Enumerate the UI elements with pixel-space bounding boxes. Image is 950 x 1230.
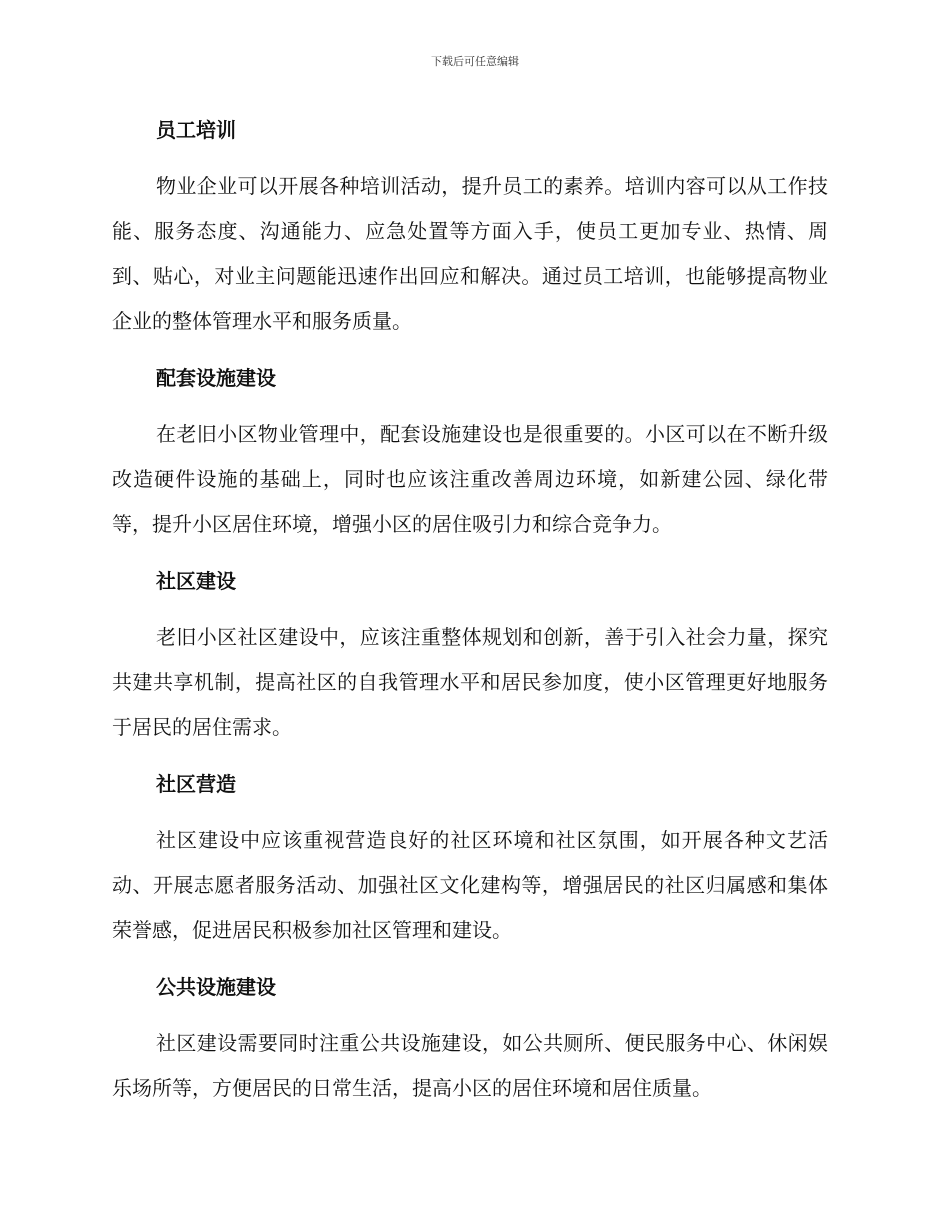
section-community-construction [112,559,828,750]
page-header: 下载后可任意编辑 [431,55,519,68]
section-paragraph: 在老旧小区物业管理中，配套设施建设也是很重要的。小区可以在不断升级改造硬件设施的基础上，同时也应该注重改善周边环境，如新建公园、绿化带等，提升小区居住环境，增强小区的居住吸引力和综合竞争力。 [112,422,828,536]
section-heading: 公共设施建设 [156,975,276,999]
section-heading: 社区营造 [156,772,236,796]
section-heading: 社区建设 [156,569,236,593]
section-public-facilities [112,965,828,1111]
section-community-building [112,762,828,953]
section-paragraph: 物业企业可以开展各种培训活动，提升员工的素养。培训内容可以从工作技能、服务态度、沟通能力、应急处置等方面入手，使员工更加专业、热情、周到、贴心，对业主问题能迅速作出回应和解决。通过员工培训，也能够提高物业企业的整体管理水平和服务质量。 [112,174,828,333]
section-paragraph: 老旧小区社区建设中，应该注重整体规划和创新，善于引入社会力量，探究共建共享机制，提高社区的自我管理水平和居民参加度，使小区管理更好地服务于居民的居住需求。 [112,625,828,739]
document-body [112,108,828,1123]
section-facility-construction [112,356,828,547]
section-heading: 员工培训 [156,118,236,142]
section-paragraph: 社区建设需要同时注重公共设施建设，如公共厕所、便民服务中心、休闲娱乐场所等，方便居民的日常生活，提高小区的居住环境和居住质量。 [112,1031,828,1100]
section-paragraph: 社区建设中应该重视营造良好的社区环境和社区氛围，如开展各种文艺活动、开展志愿者服务活动、加强社区文化建构等，增强居民的社区归属感和集体荣誉感，促进居民积极参加社区管理和建设。 [112,828,828,942]
section-heading: 配套设施建设 [156,366,276,390]
section-staff-training [112,108,828,344]
